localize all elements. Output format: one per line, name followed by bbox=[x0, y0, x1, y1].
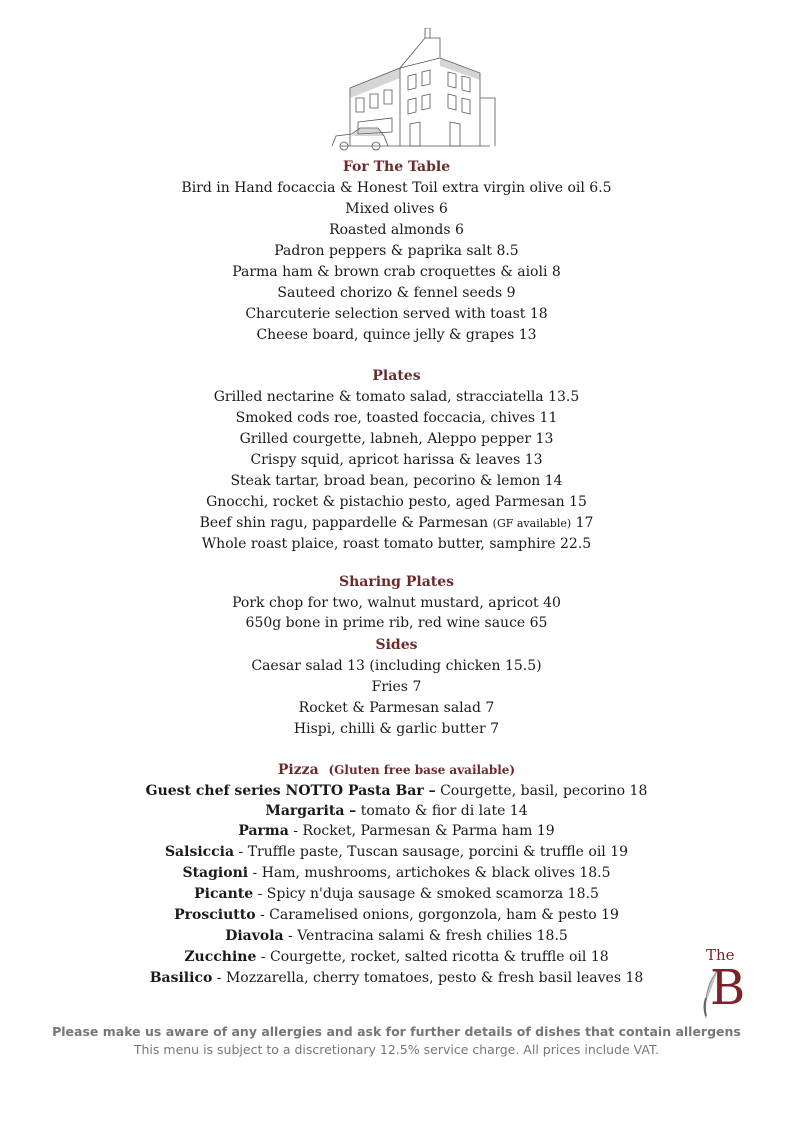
pizza-item bbox=[0, 926, 793, 947]
the-b-logo bbox=[700, 942, 748, 1022]
pizza-name: Salsiccia bbox=[164, 844, 235, 860]
menu-item: Crispy squid, apricot harissa & leaves 13 bbox=[250, 452, 543, 468]
pizza-item bbox=[0, 905, 793, 926]
menu-item: Hispi, chilli & garlic butter 7 bbox=[293, 721, 500, 737]
pizza-item bbox=[0, 801, 793, 821]
gf-note: (GF available) bbox=[492, 517, 572, 530]
menu-item: Roasted almonds 6 bbox=[329, 222, 464, 238]
pizza-name: Stagioni bbox=[182, 865, 249, 881]
pizza-name: Parma bbox=[238, 823, 289, 839]
pizza-item bbox=[0, 781, 793, 801]
pizza-desc: tomato & fior di late 14 bbox=[356, 803, 528, 819]
pizza-name: Diavola bbox=[225, 928, 284, 944]
section-sharing-plates bbox=[0, 572, 793, 633]
pizza-item bbox=[0, 947, 793, 968]
menu-item: Cheese board, quince jelly & grapes 13 bbox=[256, 327, 537, 343]
pizza-desc: - Courgette, rocket, salted ricotta & truffle oil 18 bbox=[256, 949, 609, 965]
menu-item bbox=[0, 513, 793, 534]
logo-the-text: The bbox=[706, 946, 735, 964]
menu-item: Parma ham & brown crab croquettes & aioli 8 bbox=[232, 264, 561, 280]
section-title: Sharing Plates bbox=[338, 574, 455, 590]
menu-item: Sauteed chorizo & fennel seeds 9 bbox=[277, 285, 516, 301]
section-title: Plates bbox=[372, 368, 421, 384]
menu-item: Caesar salad 13 (including chicken 15.5) bbox=[251, 658, 542, 674]
menu-item: Fries 7 bbox=[371, 679, 422, 695]
menu-item: Steak tartar, broad bean, pecorino & lemon 14 bbox=[230, 473, 563, 489]
section-title bbox=[0, 760, 793, 781]
pizza-name: Prosciutto bbox=[174, 907, 256, 923]
menu-item-price: 17 bbox=[571, 515, 594, 531]
pizza-item bbox=[0, 863, 793, 884]
pizza-name: Guest chef series NOTTO Pasta Bar – bbox=[145, 783, 436, 799]
pizza-name: Basilico bbox=[149, 970, 213, 986]
allergy-notice: Please make us aware of any allergies and ask for further details of dishes that contain allergens bbox=[52, 1024, 741, 1039]
pizza-desc: - Mozzarella, cherry tomatoes, pesto & fresh basil leaves 18 bbox=[212, 970, 644, 986]
menu-item: Charcuterie selection served with toast 18 bbox=[245, 306, 548, 322]
service-charge-notice: This menu is subject to a discretionary 12.5% service charge. All prices include VAT. bbox=[133, 1042, 660, 1057]
pizza-name: Zucchine bbox=[184, 949, 257, 965]
pizza-item bbox=[0, 968, 793, 989]
menu-item: Grilled courgette, labneh, Aleppo pepper 13 bbox=[239, 431, 554, 447]
pub-building-illustration bbox=[330, 28, 500, 158]
menu-item: Whole roast plaice, roast tomato butter, samphire 22.5 bbox=[201, 536, 592, 552]
menu-item: Grilled nectarine & tomato salad, stracciatella 13.5 bbox=[213, 389, 580, 405]
pizza-name: Margarita – bbox=[265, 803, 357, 819]
pizza-desc: Courgette, basil, pecorino 18 bbox=[435, 783, 648, 799]
pizza-desc: - Ventracina salami & fresh chilies 18.5 bbox=[283, 928, 568, 944]
section-for-the-table bbox=[0, 157, 793, 346]
pizza-item bbox=[0, 821, 793, 842]
menu-item: Gnocchi, rocket & pistachio pesto, aged Parmesan 15 bbox=[206, 494, 587, 510]
section-sides bbox=[0, 635, 793, 740]
menu-item: Mixed olives 6 bbox=[345, 201, 448, 217]
pizza-desc: - Spicy n'duja sausage & smoked scamorza 18.5 bbox=[253, 886, 599, 902]
pizza-title: Pizza bbox=[277, 762, 319, 778]
menu-item: 650g bone in prime rib, red wine sauce 65 bbox=[245, 615, 548, 631]
pizza-subtitle: (Gluten free base available) bbox=[328, 763, 516, 777]
pizza-item bbox=[0, 884, 793, 905]
menu-item: Bird in Hand focaccia & Honest Toil extra virgin olive oil 6.5 bbox=[181, 180, 612, 196]
pizza-desc: - Caramelised onions, gorgonzola, ham & pesto 19 bbox=[255, 907, 619, 923]
section-pizza bbox=[0, 760, 793, 989]
section-title: Sides bbox=[375, 637, 418, 653]
logo-b-letter: B bbox=[710, 960, 746, 1016]
section-plates bbox=[0, 366, 793, 555]
section-title: For The Table bbox=[342, 159, 451, 175]
pizza-item bbox=[0, 842, 793, 863]
pizza-desc: - Ham, mushrooms, artichokes & black olives 18.5 bbox=[248, 865, 611, 881]
menu-item: Smoked cods roe, toasted foccacia, chives 11 bbox=[235, 410, 558, 426]
menu-item-text: Beef shin ragu, pappardelle & Parmesan bbox=[199, 515, 493, 531]
menu-item: Pork chop for two, walnut mustard, apricot 40 bbox=[232, 595, 561, 611]
pizza-desc: - Rocket, Parmesan & Parma ham 19 bbox=[288, 823, 555, 839]
menu-item: Rocket & Parmesan salad 7 bbox=[298, 700, 495, 716]
menu-item: Padron peppers & paprika salt 8.5 bbox=[274, 243, 519, 259]
pizza-desc: - Truffle paste, Tuscan sausage, porcini & truffle oil 19 bbox=[234, 844, 629, 860]
pizza-name: Picante bbox=[194, 886, 254, 902]
